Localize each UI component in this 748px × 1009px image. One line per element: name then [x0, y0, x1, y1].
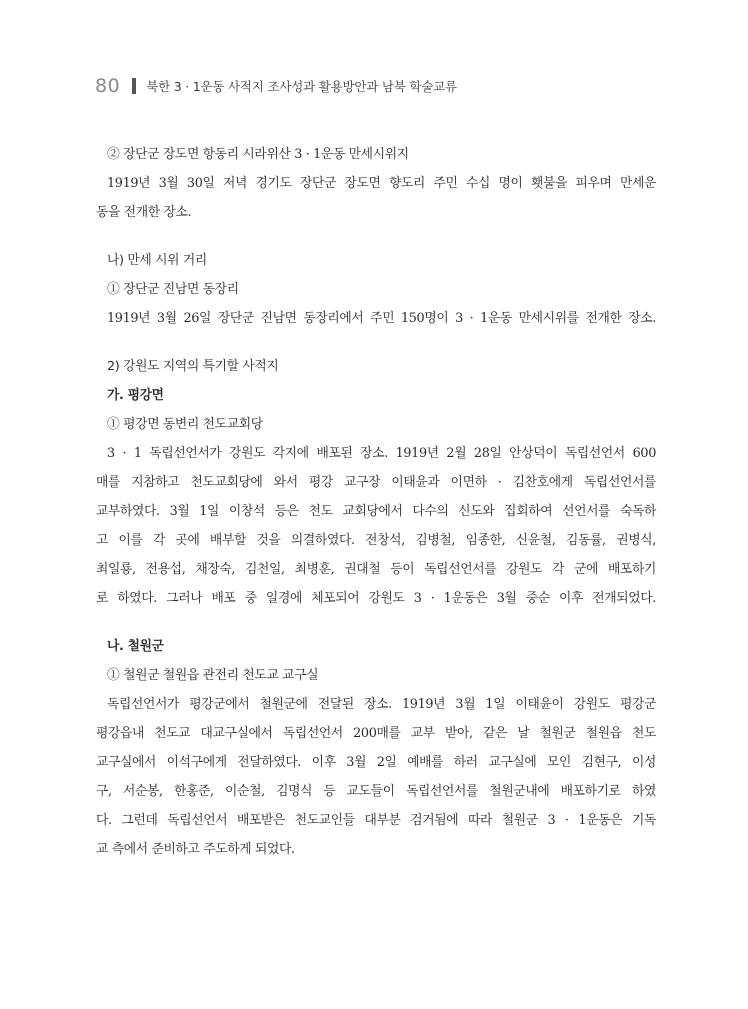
item-title: ② 장단군 장도면 항동리 시라위산 3 · 1운동 만세시위지 [107, 147, 409, 162]
item-title: ① 철원군 철원읍 관전리 천도교 교구실 [107, 668, 319, 683]
paragraph-line: 구, 서순봉, 한홍준, 이순철, 김명식 등 교도들이 독립선언서를 철원군내에 배포하기로 하였 [96, 784, 656, 799]
item-title: ① 평강면 동변리 천도교회당 [107, 417, 263, 432]
paragraph-line: 교구실에서 이석구에게 전달하였다. 이후 3월 2일 예배를 하러 교구실에 모인 김현구, 이성 [96, 755, 656, 770]
item-title: ① 장단군 진남면 동장리 [107, 282, 239, 297]
page-header [95, 72, 457, 100]
header-divider-bar [132, 78, 136, 94]
paragraph-line: 1919년 3월 30일 저녁 경기도 장단군 장도면 향도리 주민 수십 명이 횃불을 피우며 만세운 [107, 176, 656, 191]
section-gap [96, 333, 656, 352]
section-gap [96, 613, 656, 632]
section-gap [96, 227, 656, 246]
paragraph-line: 교 측에서 준비하고 주도하게 되었다. [96, 842, 295, 857]
paragraph-line: 다. 그런데 독립선언서 배포받은 천도교인들 대부분 검거됨에 따라 철원군 3 · 1운동은 기독 [96, 813, 656, 828]
section-heading: 2) 강원도 지역의 특기할 사적지 [107, 359, 279, 374]
subsection-heading: 나) 만세 시위 거리 [107, 253, 207, 268]
subsection-heading: 나. 철원군 [107, 639, 164, 654]
paragraph-line: 로 하였다. 그러나 배포 중 일경에 체포되어 강원도 3 · 1운동은 3월 중순 이후 전개되었다. [96, 591, 656, 606]
paragraph-line: 1919년 3월 26일 장단군 진남면 동장리에서 주민 150명이 3 · 1운동 만세시위를 전개한 장소. [107, 311, 656, 326]
page-body [96, 140, 656, 864]
paragraph-line: 최일룡, 전용섭, 채장숙, 김천일, 최병훈, 권대철 등이 독립선언서를 강원도 각 군에 배포하기 [96, 562, 656, 577]
paragraph-line: 고 이를 각 곳에 배부할 것을 의결하였다. 전창석, 김병철, 임종한, 신윤철, 김동률, 권병식, [96, 533, 656, 548]
paragraph-line: 동을 전개한 장소. [96, 205, 192, 220]
paragraph-line: 독립선언서가 평강군에서 철원군에 전달된 장소. 1919년 3월 1일 이태윤이 강원도 평강군 [107, 697, 656, 712]
running-title: 북한 3 · 1운동 사적지 조사성과 활용방안과 남북 학술교류 [146, 79, 457, 94]
paragraph-line: 3 · 1 독립선언서가 강원도 각지에 배포된 장소. 1919년 2월 28일 안상덕이 독립선언서 600 [107, 446, 656, 461]
paragraph-line: 교부하였다. 3월 1일 이창석 등은 천도 교회당에서 다수의 신도와 집회하여 선언서를 숙독하 [96, 504, 656, 519]
paragraph-line: 평강읍내 천도교 대교구실에서 독립선언서 200매를 교부 받아, 같은 날 철원군 철원읍 천도 [96, 726, 656, 741]
subsection-heading: 가. 평강면 [107, 388, 164, 403]
paragraph-line: 매를 지참하고 천도교회당에 와서 평강 교구장 이태윤과 이면하 · 김찬호에게 독립선언서를 [96, 475, 656, 490]
page-number: 80 [95, 75, 121, 97]
